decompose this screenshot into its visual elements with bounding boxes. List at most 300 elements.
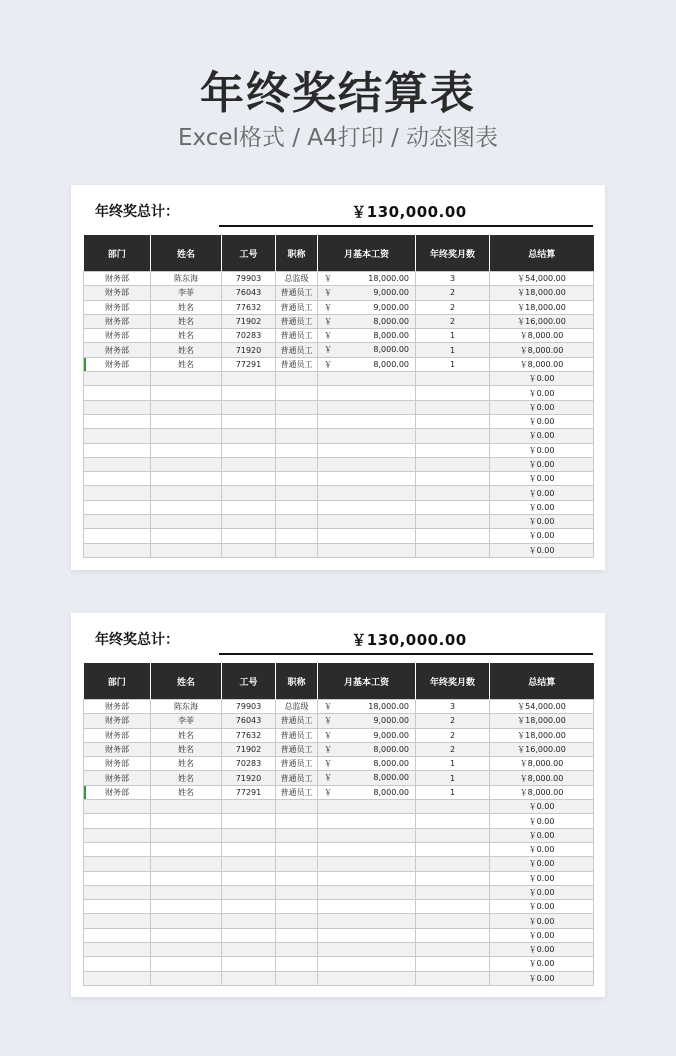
cell-bonus-months[interactable]: 1 (416, 757, 490, 771)
empty-cell[interactable] (416, 857, 490, 871)
empty-cell[interactable] (318, 515, 416, 529)
cell-total[interactable]: ￥0.00 (490, 500, 594, 514)
empty-cell[interactable] (222, 871, 276, 885)
cell-total[interactable]: ￥0.00 (490, 800, 594, 814)
cell-job-title[interactable]: 普通员工 (276, 714, 318, 728)
empty-cell[interactable] (151, 515, 222, 529)
cell-monthly-salary[interactable] (318, 757, 416, 771)
cell-total[interactable]: ￥0.00 (490, 429, 594, 443)
empty-cell[interactable] (222, 928, 276, 942)
empty-cell[interactable] (222, 429, 276, 443)
empty-cell[interactable] (151, 429, 222, 443)
cell-total[interactable]: ￥0.00 (490, 871, 594, 885)
cell-total[interactable]: ￥0.00 (490, 885, 594, 899)
empty-cell[interactable] (416, 842, 490, 856)
empty-cell[interactable] (84, 885, 151, 899)
cell-job-title[interactable]: 普通员工 (276, 742, 318, 756)
empty-cell[interactable] (318, 971, 416, 985)
column-header[interactable]: 总结算 (490, 235, 594, 272)
empty-cell[interactable] (84, 900, 151, 914)
empty-cell[interactable] (416, 800, 490, 814)
empty-cell[interactable] (222, 957, 276, 971)
cell-total[interactable]: ￥0.00 (490, 386, 594, 400)
empty-cell[interactable] (151, 828, 222, 842)
empty-cell[interactable] (151, 386, 222, 400)
cell-employee-id[interactable]: 71920 (222, 343, 276, 357)
empty-cell[interactable] (276, 543, 318, 557)
empty-cell[interactable] (276, 372, 318, 386)
cell-dept[interactable]: 财务部 (84, 714, 151, 728)
cell-total[interactable]: ￥0.00 (490, 543, 594, 557)
cell-total[interactable]: ￥54,000.00 (490, 700, 594, 714)
empty-cell[interactable] (318, 443, 416, 457)
cell-total[interactable]: ￥0.00 (490, 914, 594, 928)
cell-total[interactable]: ￥8,000.00 (490, 757, 594, 771)
cell-job-title[interactable]: 普通员工 (276, 343, 318, 357)
cell-total[interactable]: ￥8,000.00 (490, 343, 594, 357)
empty-cell[interactable] (222, 885, 276, 899)
empty-cell[interactable] (318, 857, 416, 871)
empty-cell[interactable] (276, 529, 318, 543)
empty-cell[interactable] (151, 400, 222, 414)
empty-cell[interactable] (276, 871, 318, 885)
cell-dept[interactable]: 财务部 (84, 300, 151, 314)
cell-bonus-months[interactable]: 1 (416, 357, 490, 371)
empty-cell[interactable] (151, 414, 222, 428)
empty-cell[interactable] (318, 386, 416, 400)
cell-dept[interactable]: 财务部 (84, 272, 151, 286)
empty-cell[interactable] (84, 943, 151, 957)
cell-employee-id[interactable]: 76043 (222, 286, 276, 300)
cell-job-title[interactable]: 普通员工 (276, 785, 318, 799)
cell-total[interactable]: ￥18,000.00 (490, 286, 594, 300)
empty-cell[interactable] (416, 515, 490, 529)
empty-cell[interactable] (416, 885, 490, 899)
empty-cell[interactable] (318, 400, 416, 414)
empty-cell[interactable] (84, 857, 151, 871)
empty-cell[interactable] (84, 500, 151, 514)
empty-cell[interactable] (222, 400, 276, 414)
empty-cell[interactable] (416, 943, 490, 957)
empty-cell[interactable] (416, 386, 490, 400)
empty-cell[interactable] (276, 500, 318, 514)
empty-cell[interactable] (151, 457, 222, 471)
empty-cell[interactable] (318, 500, 416, 514)
empty-cell[interactable] (151, 900, 222, 914)
empty-cell[interactable] (318, 914, 416, 928)
empty-cell[interactable] (276, 472, 318, 486)
empty-cell[interactable] (276, 443, 318, 457)
empty-cell[interactable] (222, 543, 276, 557)
empty-cell[interactable] (276, 857, 318, 871)
empty-cell[interactable] (318, 372, 416, 386)
empty-cell[interactable] (222, 842, 276, 856)
cell-total[interactable]: ￥8,000.00 (490, 357, 594, 371)
cell-bonus-months[interactable]: 2 (416, 742, 490, 756)
cell-total[interactable]: ￥0.00 (490, 529, 594, 543)
empty-cell[interactable] (222, 486, 276, 500)
cell-bonus-months[interactable]: 1 (416, 771, 490, 785)
empty-cell[interactable] (84, 372, 151, 386)
empty-cell[interactable] (151, 800, 222, 814)
cell-bonus-months[interactable]: 3 (416, 700, 490, 714)
cell-employee-id[interactable]: 70283 (222, 757, 276, 771)
empty-cell[interactable] (416, 400, 490, 414)
cell-total[interactable]: ￥0.00 (490, 957, 594, 971)
cell-job-title[interactable]: 普通员工 (276, 771, 318, 785)
column-header[interactable]: 工号 (222, 235, 276, 272)
cell-total[interactable]: ￥0.00 (490, 400, 594, 414)
empty-cell[interactable] (151, 543, 222, 557)
bonus-total-value: ￥130,000.00 (351, 631, 467, 649)
cell-bonus-months[interactable]: 2 (416, 728, 490, 742)
cell-total[interactable]: ￥0.00 (490, 943, 594, 957)
cell-total[interactable]: ￥0.00 (490, 971, 594, 985)
empty-cell[interactable] (318, 800, 416, 814)
cell-employee-id[interactable]: 79903 (222, 700, 276, 714)
cell-employee-id[interactable]: 71920 (222, 771, 276, 785)
cell-monthly-salary[interactable] (318, 771, 416, 785)
cell-total[interactable]: ￥16,000.00 (490, 742, 594, 756)
cell-employee-id[interactable]: 77291 (222, 357, 276, 371)
cell-total[interactable]: ￥0.00 (490, 900, 594, 914)
cell-job-title[interactable]: 普通员工 (276, 286, 318, 300)
empty-cell[interactable] (276, 900, 318, 914)
empty-cell[interactable] (276, 486, 318, 500)
cell-total[interactable]: ￥18,000.00 (490, 714, 594, 728)
empty-cell[interactable] (222, 443, 276, 457)
empty-cell[interactable] (151, 885, 222, 899)
column-header[interactable]: 年终奖月数 (416, 235, 490, 272)
bonus-total-label: 年终奖总计： (95, 632, 179, 648)
empty-cell[interactable] (151, 443, 222, 457)
empty-cell[interactable] (151, 971, 222, 985)
cell-dept[interactable]: 财务部 (84, 757, 151, 771)
cell-dept[interactable]: 财务部 (84, 771, 151, 785)
empty-cell[interactable] (84, 400, 151, 414)
cell-bonus-months[interactable]: 2 (416, 300, 490, 314)
empty-cell[interactable] (318, 900, 416, 914)
cell-total[interactable]: ￥8,000.00 (490, 771, 594, 785)
empty-cell[interactable] (276, 457, 318, 471)
empty-cell[interactable] (151, 943, 222, 957)
empty-cell[interactable] (416, 928, 490, 942)
column-header[interactable]: 工号 (222, 663, 276, 700)
empty-cell[interactable] (276, 842, 318, 856)
empty-cell[interactable] (276, 400, 318, 414)
empty-cell[interactable] (276, 971, 318, 985)
cell-name[interactable]: 陈东海 (151, 272, 222, 286)
empty-cell[interactable] (276, 885, 318, 899)
cell-dept[interactable]: 财务部 (84, 785, 151, 799)
empty-cell[interactable] (416, 871, 490, 885)
cell-name[interactable]: 姓名 (151, 314, 222, 328)
empty-cell[interactable] (416, 971, 490, 985)
empty-cell[interactable] (84, 871, 151, 885)
empty-cell[interactable] (416, 372, 490, 386)
empty-cell[interactable] (276, 814, 318, 828)
empty-cell[interactable] (318, 957, 416, 971)
cell-employee-id[interactable]: 79903 (222, 272, 276, 286)
cell-job-title[interactable]: 总监级 (276, 272, 318, 286)
empty-cell[interactable] (151, 842, 222, 856)
cell-name[interactable]: 姓名 (151, 757, 222, 771)
empty-cell[interactable] (416, 472, 490, 486)
cell-bonus-months[interactable]: 2 (416, 314, 490, 328)
empty-cell[interactable] (318, 928, 416, 942)
cell-total[interactable]: ￥0.00 (490, 486, 594, 500)
empty-cell[interactable] (84, 914, 151, 928)
cell-employee-id[interactable]: 71902 (222, 742, 276, 756)
column-header[interactable]: 总结算 (490, 663, 594, 700)
cell-employee-id[interactable]: 71902 (222, 314, 276, 328)
empty-cell[interactable] (318, 842, 416, 856)
cell-dept[interactable]: 财务部 (84, 742, 151, 756)
cell-name[interactable]: 李菲 (151, 714, 222, 728)
empty-cell[interactable] (151, 500, 222, 514)
empty-cell[interactable] (84, 457, 151, 471)
cell-monthly-salary[interactable] (318, 714, 416, 728)
empty-cell[interactable] (84, 414, 151, 428)
column-header[interactable]: 姓名 (151, 235, 222, 272)
empty-cell[interactable] (318, 529, 416, 543)
empty-cell[interactable] (318, 429, 416, 443)
empty-cell[interactable] (276, 386, 318, 400)
empty-cell[interactable] (416, 900, 490, 914)
cell-dept[interactable]: 财务部 (84, 728, 151, 742)
cell-dept[interactable]: 财务部 (84, 357, 151, 371)
cell-monthly-salary[interactable] (318, 742, 416, 756)
empty-cell[interactable] (416, 814, 490, 828)
cell-bonus-months[interactable]: 2 (416, 714, 490, 728)
empty-cell[interactable] (151, 957, 222, 971)
cell-name[interactable]: 姓名 (151, 343, 222, 357)
salary-amount: 8,000.00 (373, 773, 409, 783)
cell-job-title[interactable]: 普通员工 (276, 300, 318, 314)
empty-cell[interactable] (222, 414, 276, 428)
column-header[interactable]: 职称 (276, 663, 318, 700)
cell-bonus-months[interactable]: 1 (416, 785, 490, 799)
table-row-empty (84, 429, 594, 443)
column-header[interactable]: 年终奖月数 (416, 663, 490, 700)
empty-cell[interactable] (318, 814, 416, 828)
cell-monthly-salary[interactable] (318, 785, 416, 799)
empty-cell[interactable] (416, 486, 490, 500)
empty-cell[interactable] (84, 971, 151, 985)
empty-cell[interactable] (84, 928, 151, 942)
empty-cell[interactable] (222, 515, 276, 529)
cell-dept[interactable]: 财务部 (84, 329, 151, 343)
empty-cell[interactable] (84, 842, 151, 856)
empty-cell[interactable] (84, 529, 151, 543)
empty-cell[interactable] (222, 800, 276, 814)
cell-dept[interactable]: 财务部 (84, 343, 151, 357)
empty-cell[interactable] (276, 957, 318, 971)
empty-cell[interactable] (318, 486, 416, 500)
cell-job-title[interactable]: 普通员工 (276, 314, 318, 328)
cell-monthly-salary[interactable] (318, 329, 416, 343)
cell-total[interactable]: ￥18,000.00 (490, 300, 594, 314)
cell-name[interactable]: 陈东海 (151, 700, 222, 714)
cell-monthly-salary[interactable] (318, 314, 416, 328)
cell-total[interactable]: ￥54,000.00 (490, 272, 594, 286)
cell-bonus-months[interactable]: 1 (416, 329, 490, 343)
cell-total[interactable]: ￥18,000.00 (490, 728, 594, 742)
cell-monthly-salary[interactable] (318, 728, 416, 742)
cell-total[interactable]: ￥8,000.00 (490, 785, 594, 799)
cell-name[interactable]: 姓名 (151, 742, 222, 756)
cell-name[interactable]: 姓名 (151, 771, 222, 785)
cell-bonus-months[interactable]: 2 (416, 286, 490, 300)
empty-cell[interactable] (276, 928, 318, 942)
empty-cell[interactable] (151, 928, 222, 942)
cell-total[interactable]: ￥0.00 (490, 842, 594, 856)
empty-cell[interactable] (84, 486, 151, 500)
empty-cell[interactable] (416, 828, 490, 842)
cell-total[interactable]: ￥0.00 (490, 828, 594, 842)
cell-employee-id[interactable]: 70283 (222, 329, 276, 343)
column-header[interactable]: 职称 (276, 235, 318, 272)
table-row-empty (84, 529, 594, 543)
empty-cell[interactable] (84, 472, 151, 486)
empty-cell[interactable] (84, 828, 151, 842)
empty-cell[interactable] (151, 914, 222, 928)
empty-cell[interactable] (416, 529, 490, 543)
cell-dept[interactable]: 财务部 (84, 286, 151, 300)
empty-cell[interactable] (416, 914, 490, 928)
empty-cell[interactable] (318, 457, 416, 471)
empty-cell[interactable] (318, 885, 416, 899)
empty-cell[interactable] (151, 472, 222, 486)
empty-cell[interactable] (416, 543, 490, 557)
cell-dept[interactable]: 财务部 (84, 700, 151, 714)
empty-cell[interactable] (318, 472, 416, 486)
cell-employee-id[interactable]: 77632 (222, 300, 276, 314)
empty-cell[interactable] (222, 457, 276, 471)
empty-cell[interactable] (416, 443, 490, 457)
empty-cell[interactable] (151, 857, 222, 871)
cell-bonus-months[interactable]: 1 (416, 343, 490, 357)
cell-employee-id[interactable]: 77291 (222, 785, 276, 799)
column-header[interactable]: 部门 (84, 663, 151, 700)
column-header[interactable]: 姓名 (151, 663, 222, 700)
cell-bonus-months[interactable]: 3 (416, 272, 490, 286)
empty-cell[interactable] (222, 828, 276, 842)
column-header[interactable]: 部门 (84, 235, 151, 272)
empty-cell[interactable] (416, 957, 490, 971)
empty-cell[interactable] (84, 543, 151, 557)
cell-total[interactable]: ￥0.00 (490, 857, 594, 871)
empty-cell[interactable] (222, 386, 276, 400)
cell-monthly-salary[interactable] (318, 286, 416, 300)
empty-cell[interactable] (318, 871, 416, 885)
empty-cell[interactable] (416, 500, 490, 514)
cell-total[interactable]: ￥0.00 (490, 372, 594, 386)
empty-cell[interactable] (276, 515, 318, 529)
empty-cell[interactable] (222, 900, 276, 914)
empty-cell[interactable] (222, 372, 276, 386)
empty-cell[interactable] (151, 372, 222, 386)
empty-cell[interactable] (222, 971, 276, 985)
empty-cell[interactable] (276, 414, 318, 428)
empty-cell[interactable] (84, 800, 151, 814)
empty-cell[interactable] (151, 486, 222, 500)
cell-total[interactable]: ￥0.00 (490, 928, 594, 942)
column-header[interactable]: 月基本工资 (318, 663, 416, 700)
cell-total[interactable]: ￥8,000.00 (490, 329, 594, 343)
empty-cell[interactable] (318, 414, 416, 428)
cell-job-title[interactable]: 普通员工 (276, 757, 318, 771)
empty-cell[interactable] (276, 800, 318, 814)
empty-cell[interactable] (416, 429, 490, 443)
empty-cell[interactable] (416, 414, 490, 428)
cell-dept[interactable]: 财务部 (84, 314, 151, 328)
cell-name[interactable]: 姓名 (151, 300, 222, 314)
cell-name[interactable]: 李菲 (151, 286, 222, 300)
empty-cell[interactable] (416, 457, 490, 471)
cell-total[interactable]: ￥0.00 (490, 414, 594, 428)
empty-cell[interactable] (84, 515, 151, 529)
empty-cell[interactable] (84, 814, 151, 828)
empty-cell[interactable] (222, 857, 276, 871)
cell-monthly-salary[interactable] (318, 357, 416, 371)
empty-cell[interactable] (222, 529, 276, 543)
empty-cell[interactable] (222, 472, 276, 486)
empty-cell[interactable] (276, 943, 318, 957)
empty-cell[interactable] (84, 429, 151, 443)
empty-cell[interactable] (151, 814, 222, 828)
cell-total[interactable]: ￥0.00 (490, 814, 594, 828)
cell-monthly-salary[interactable] (318, 700, 416, 714)
empty-cell[interactable] (84, 957, 151, 971)
cell-monthly-salary[interactable] (318, 300, 416, 314)
column-header[interactable]: 月基本工资 (318, 235, 416, 272)
cell-job-title[interactable]: 总监级 (276, 700, 318, 714)
empty-cell[interactable] (276, 429, 318, 443)
cell-total[interactable]: ￥0.00 (490, 443, 594, 457)
empty-cell[interactable] (222, 814, 276, 828)
summary-underline (219, 653, 593, 655)
cell-total[interactable]: ￥0.00 (490, 472, 594, 486)
cell-employee-id[interactable]: 76043 (222, 714, 276, 728)
cell-name[interactable]: 姓名 (151, 728, 222, 742)
cell-name[interactable]: 姓名 (151, 357, 222, 371)
cell-name[interactable]: 姓名 (151, 785, 222, 799)
empty-cell[interactable] (222, 943, 276, 957)
empty-cell[interactable] (222, 500, 276, 514)
empty-cell[interactable] (318, 943, 416, 957)
cell-job-title[interactable]: 普通员工 (276, 357, 318, 371)
cell-name[interactable]: 姓名 (151, 329, 222, 343)
empty-cell[interactable] (318, 828, 416, 842)
cell-job-title[interactable]: 普通员工 (276, 329, 318, 343)
cell-total[interactable]: ￥16,000.00 (490, 314, 594, 328)
cell-monthly-salary[interactable] (318, 272, 416, 286)
empty-cell[interactable] (222, 914, 276, 928)
cell-monthly-salary[interactable] (318, 343, 416, 357)
empty-cell[interactable] (276, 828, 318, 842)
empty-cell[interactable] (318, 543, 416, 557)
empty-cell[interactable] (151, 871, 222, 885)
empty-cell[interactable] (151, 529, 222, 543)
cell-total[interactable]: ￥0.00 (490, 515, 594, 529)
cell-job-title[interactable]: 普通员工 (276, 728, 318, 742)
cell-employee-id[interactable]: 77632 (222, 728, 276, 742)
empty-cell[interactable] (84, 443, 151, 457)
cell-total[interactable]: ￥0.00 (490, 457, 594, 471)
empty-cell[interactable] (276, 914, 318, 928)
empty-cell[interactable] (84, 386, 151, 400)
